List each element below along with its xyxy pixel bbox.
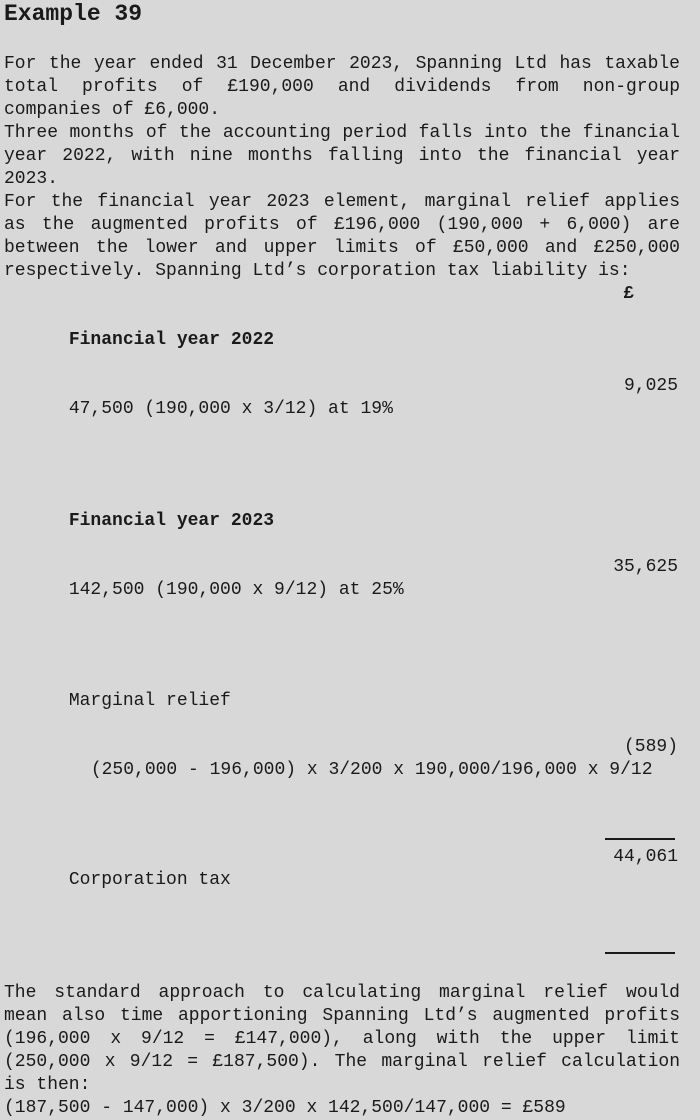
marginal-relief-calc-row <box>4 736 680 828</box>
marginal-relief-label: Marginal relief <box>68 691 231 711</box>
marginal-relief-calc-label: (250,000 - 196,000) x 3/200 x 190,000/196,000 x 9/12 <box>90 760 653 780</box>
corporation-tax-label: Corporation tax <box>68 870 231 890</box>
fy2022-calc-label: 47,500 (190,000 x 3/12) at 19% <box>68 399 393 419</box>
standard-approach-paragraph: The standard approach to calculating marginal relief would mean also time apportioning Spanning Ltd’s augmented profits (196,000 x 9/12 = £147,000), along with the upper limit (250,000 x 9/12 = £187,500). The marginal relief calculation is then: <box>4 983 680 1095</box>
currency-column-header: £ <box>623 284 634 304</box>
fy2022-heading-row <box>4 306 680 375</box>
marginal-relief-amount: (589) <box>623 737 678 757</box>
example-title: Example 39 <box>4 1 143 27</box>
fy2023-heading-row <box>4 487 680 556</box>
corporation-tax-total-row <box>4 846 680 938</box>
total-rule-top <box>605 838 675 840</box>
marginal-relief-label-row <box>4 667 680 736</box>
marginal-relief-formula: (187,500 - 147,000) x 3/200 x 142,500/147,000 = £589 <box>4 1098 566 1118</box>
fy2022-calc-row <box>4 375 680 467</box>
fy2023-amount: 35,625 <box>613 557 678 577</box>
apportionment-paragraph: Three months of the accounting period falls into the financial year 2022, with nine months falling into the financial year 2023. <box>4 123 680 189</box>
fy2022-heading: Financial year 2022 <box>68 330 275 350</box>
tax-computation-table <box>4 283 680 954</box>
total-rule-bottom <box>605 952 675 954</box>
marginal-relief-intro-paragraph: For the financial year 2023 element, marginal relief applies as the augmented profits of £196,000 (190,000 + 6,000) are between the lower and upper limits of £50,000 and £250,000 respectively. Spanning Ltd’s corporation tax liability is: <box>4 192 680 281</box>
fy2023-heading: Financial year 2023 <box>68 511 275 531</box>
corporation-tax-amount: 44,061 <box>613 847 678 867</box>
fy2023-calc-row <box>4 556 680 648</box>
fy2022-amount: 9,025 <box>623 376 678 396</box>
intro-paragraph: For the year ended 31 December 2023, Spanning Ltd has taxable total profits of £190,000 and dividends from non-group companies of £6,000. <box>4 54 680 120</box>
fy2023-calc-label: 142,500 (190,000 x 9/12) at 25% <box>68 580 404 600</box>
